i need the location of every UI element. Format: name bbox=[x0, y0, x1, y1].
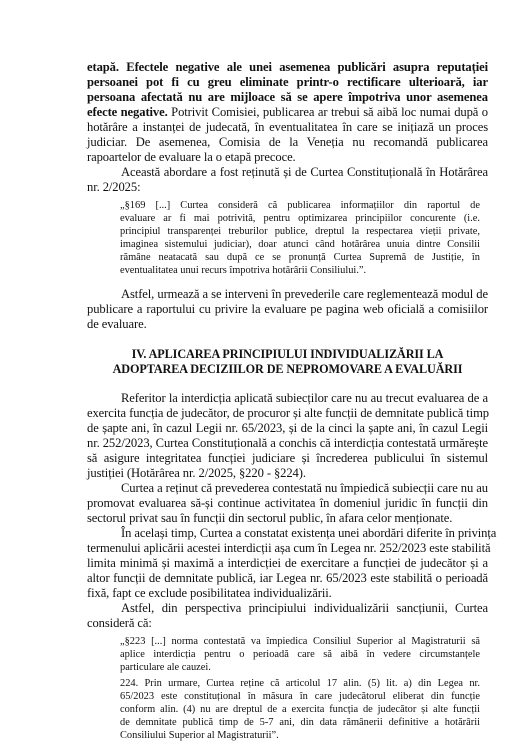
quote-line: aplice interdicția pentru o perioadă care să aibă în vedere circumstanțele bbox=[120, 649, 480, 660]
text-line: termenului aplicării acestei interdicții așa cum în Legea nr. 252/2023 este stabilită bbox=[87, 541, 491, 555]
quote-line: eventualitatea unui recurs împotriva hotărârii Consiliului.”. bbox=[120, 265, 367, 276]
quote-line: principiul transparenței treburilor publice, dreptul la respectarea vieții private, bbox=[120, 226, 480, 237]
text-line: nr. 2/2025: bbox=[87, 180, 141, 194]
quote-line: rămâne neatacată sau după ce se pronunță Curtea Supremă de Justiție, în bbox=[120, 252, 480, 263]
quote-line: Consiliului Superior al Magistraturii”. bbox=[120, 730, 279, 741]
quote-line: imaginea sistemului judiciar), doar atunci când hotărârea unuia dintre Consilii bbox=[120, 239, 480, 250]
text-line: etapă. Efectele negative ale unei asemenea publicări asupra reputației bbox=[87, 60, 488, 74]
quote-line: particulare ale cauzei. bbox=[120, 662, 211, 673]
quote-line: „§223 [...] norma contestată va împiedica Consiliul Superior al Magistraturii să bbox=[120, 636, 480, 647]
text-line: să asigure integritatea funcției judiciare și încrederea publicului în sistemul bbox=[87, 451, 488, 465]
text-line: Astfel, urmează a se interveni în prevederile care reglementează modul de bbox=[121, 287, 488, 301]
bold-phrase: efecte negative. bbox=[87, 105, 168, 119]
quote-line: „§169 [...] Curtea consideră că publicarea informațiilor din raportul de bbox=[120, 200, 480, 211]
text-line: Această abordare a fost reținută și de Curtea Constituțională în Hotărârea bbox=[121, 165, 488, 179]
section-heading: ADOPTAREA DECIZIILOR DE NEPROMOVARE A EVALUĂRII bbox=[112, 362, 463, 376]
text-line: limita minimă și maximă a interdicției de exercitare a funcției de judecător și a bbox=[87, 556, 488, 570]
text-line: exercita funcția de judecător, de procuror și alte funcții de demnitate publică timp bbox=[87, 406, 489, 420]
text-line: de șapte ani, în cazul Legii nr. 65/2023, și de la cinci la șapte ani, în cazul Legii bbox=[87, 421, 488, 435]
text-line: judiciar. De asemenea, Comisia de la Veneția nu recomandă publicarea bbox=[87, 135, 488, 149]
text-line: publicare a raportului cu privire la evaluare pe pagina web oficială a comisiilor bbox=[87, 302, 488, 316]
text-span: Potrivit Comisiei, publicarea ar trebui să aibă loc numai după o bbox=[167, 105, 488, 119]
text-line: de evaluare. bbox=[87, 317, 147, 331]
text-line: rapoartelor de evaluare la o etapă precoce. bbox=[87, 150, 296, 164]
text-line: nr. 252/2023, Curtea Constituțională a conchis că interdicția contestată urmărește bbox=[87, 436, 488, 450]
text-line: fixă, fapt ce exclude posibilitatea individualizării. bbox=[87, 586, 332, 600]
text-line: persoanei pot fi cu greu eliminate printr-o rectificare ulterioară, iar bbox=[87, 75, 488, 89]
text-line: Astfel, din perspectiva principiului individualizării sancțiunii, Curtea bbox=[121, 601, 488, 615]
text-line: hotărâre a instanței de judecată, în eventualitatea în care se inițiază un proces bbox=[87, 120, 488, 134]
text-line: justiției (Hotărârea nr. 2/2025, §220 - §224). bbox=[87, 466, 306, 480]
quote-line: conform alin. (4) nu are dreptul de a exercita funcția de judecător și alte funcții bbox=[120, 704, 480, 715]
quote-line: 65/2023 este constituțional în măsura în care judecătorul eliberat din funcție bbox=[120, 691, 480, 702]
quote-line: evaluare ar fi mai potrivită, pentru optimizarea principiilor concurente (i.e. bbox=[120, 213, 480, 224]
text-line: Referitor la interdicția aplicată subiecților care nu au trecut evaluarea de a bbox=[121, 391, 488, 405]
text-line bbox=[87, 105, 488, 120]
text-line: sectorul privat sau în funcții din sectorul public, în afara celor menționate. bbox=[87, 511, 453, 525]
text-line: promovat evaluarea să-și continue activitatea în domeniul juridic în funcții din bbox=[87, 496, 488, 510]
section-heading: IV. APLICAREA PRINCIPIULUI INDIVIDUALIZĂRII LA bbox=[131, 347, 444, 361]
quote-line: de demnitate publică timp de 5-7 ani, din data rămânerii definitive a hotărârii bbox=[120, 717, 480, 728]
text-line: În același timp, Curtea a constatat existența unei abordări diferite în privința bbox=[121, 526, 497, 540]
text-line: consideră că: bbox=[87, 616, 152, 630]
text-line: altor funcții de demnitate publică, iar Legea nr. 65/2023 este stabilită o perioadă bbox=[87, 571, 488, 585]
quote-line: 224. Prin urmare, Curtea reține că articolul 17 alin. (5) lit. a) din Legea nr. bbox=[120, 678, 480, 689]
text-line: Curtea a reținut că prevederea contestată nu împiedică subiecții care nu au bbox=[121, 481, 488, 495]
text-line: persoana afectată nu are mijloace să se apere împotriva unor asemenea bbox=[87, 90, 488, 104]
